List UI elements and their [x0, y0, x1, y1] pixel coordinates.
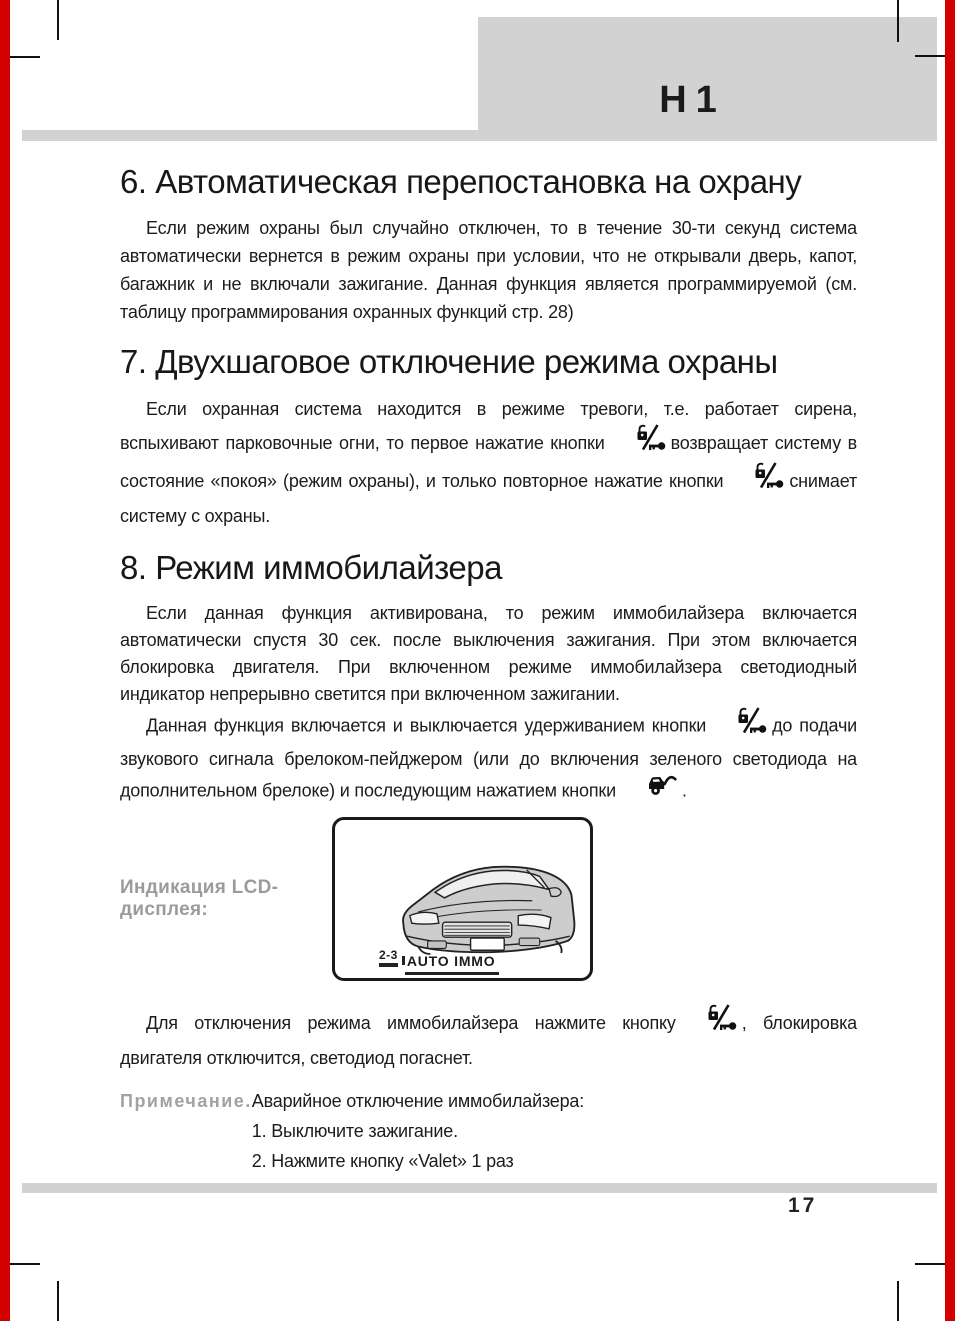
section-8-paragraph-2 [120, 708, 857, 809]
page-number: 17 [788, 1194, 818, 1217]
red-bleed-bar-right [945, 0, 955, 1321]
header-rule [22, 130, 937, 141]
note-item: 2. Нажмите кнопку «Valet» 1 раз [251, 1151, 514, 1171]
red-bleed-bar-left [0, 0, 10, 1321]
unlock-key-button-icon [681, 1003, 737, 1041]
lcd-display-box [332, 817, 593, 981]
crop-mark-top-right-v [897, 0, 899, 42]
disable-immobilizer-paragraph [120, 1005, 857, 1074]
content-column [120, 162, 857, 1176]
paragraph-text: возвращает систему в состояние «покоя» (режим охраны), и только повторное нажатие кнопки [120, 432, 857, 491]
paragraph-text: Данная функция включается и выключается удерживанием кнопки [146, 715, 707, 736]
unlock-key-button-icon [610, 423, 666, 461]
footer-rule [22, 1183, 937, 1193]
paragraph-text: Для отключения режима иммобилайзера нажмите кнопку [146, 1012, 676, 1033]
lcd-segment-step [398, 956, 405, 965]
model-title: H1 [659, 79, 726, 121]
section-8-paragraph-1: Если данная функция активирована, то режим иммобилайзера включается автоматически спустя 30 сек. после выключения зажигания. При этом включается блокировка двигателя. При включенном режиме иммобилайзера светодиодный индикатор непрерывно светится при включенном зажигании. [120, 603, 857, 704]
paragraph-text: . [681, 780, 687, 801]
crop-mark-bottom-left-v [57, 1281, 59, 1321]
note-item: 1. Выключите зажигание. [251, 1121, 458, 1141]
crop-mark-top-left-v [57, 0, 59, 40]
trunk-button-icon [621, 772, 677, 807]
lcd-indication-row [120, 817, 857, 981]
section-8-heading: 8. Режим иммобилайзера [120, 549, 502, 586]
lcd-caption: Индикация LCD-дисплея: [120, 877, 279, 920]
note-body [252, 1086, 584, 1176]
note-title: Аварийное отключение иммобилайзера: [251, 1091, 585, 1111]
lcd-display-text: AUTO IMMO [405, 953, 500, 975]
paragraph-text: снимает систему с охраны. [120, 470, 857, 526]
paragraph-text: Если охранная система находится в режиме тревоги, т.е. работает сирена, вспыхивают парковочные огни, то первое нажатие кнопки [120, 399, 857, 453]
note-row [120, 1086, 857, 1176]
unlock-key-button-icon [711, 706, 767, 743]
paragraph-text: до подачи звукового сигнала брелоком-пейджером (или до включения зеленого светодиода на дополнительном брелоке) и последующим нажатием кнопки [120, 715, 857, 801]
crop-mark-bottom-right-v [897, 1281, 899, 1321]
note-label: Примечание. [120, 1091, 252, 1111]
lcd-indicator [379, 946, 499, 969]
paragraph-text: , блокировка двигателя отключится, светодиод погаснет. [120, 1012, 857, 1068]
unlock-key-button-icon [728, 461, 784, 499]
section-7-heading: 7. Двухшаговое отключение режима охраны [120, 343, 778, 380]
lcd-segment-number: 2-3 [379, 948, 398, 967]
section-6-paragraph: Если режим охраны был случайно отключен, то в течение 30-ти секунд система автоматически вернется в режим охраны при условии, что не открывали дверь, капот, багажник и не включали зажигание. Данная функция является программируемой (см. таблицу программирования охранных функций стр. 28) [120, 218, 857, 322]
section-6-heading: 6. Автоматическая перепостановка на охрану [120, 163, 802, 200]
section-7-paragraph [120, 394, 857, 532]
header-block [478, 17, 937, 141]
